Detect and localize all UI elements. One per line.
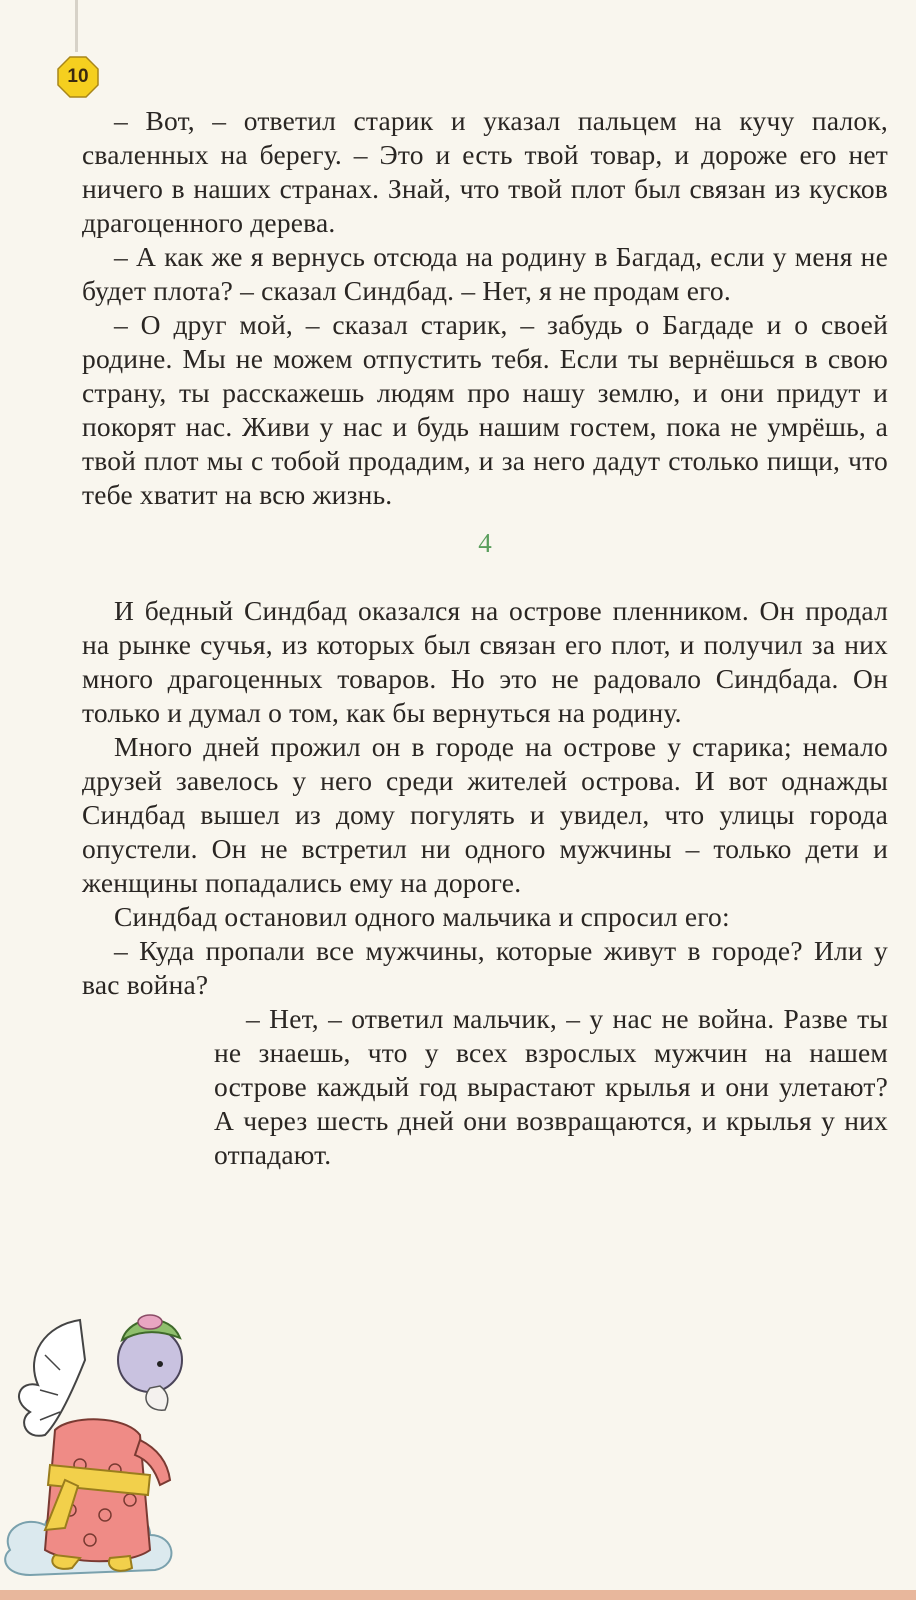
paragraph: Синдбад остановил одного мальчика и спросил его:	[114, 901, 730, 932]
page-bottom-edge	[0, 1590, 916, 1600]
page-margin-line	[75, 0, 78, 52]
paragraph: Много дней прожил он в городе на острове у старика; немало друзей завелось у него среди жителей острова. И вот однажды Синдбад вышел из дому погулять и увидел, что улицы города опустели. Он не встретил ни одного мужчины – только дети и женщины попадались ему на дороге.	[82, 731, 888, 898]
winged-man-illustration-icon	[0, 1300, 210, 1590]
paragraph: – Вот, – ответил старик и указал пальцем на кучу палок, сваленных на берегу. – Это и есть твой товар, и дороже его нет ничего в наших странах. Знай, что твой плот был связан из кусков драгоценного дерева.	[82, 105, 888, 238]
paragraph: – Куда пропали все мужчины, которые живут в городе? Или у вас война?	[82, 935, 888, 1000]
paragraph: – О друг мой, – сказал старик, – забудь о Багдаде и о своей родине. Мы не можем отпустить тебя. Если ты вернёшься в свою страну, ты расскажешь людям про нашу землю, и они придут и покорят нас. Живи у нас и будь нашим гостем, пока не умрёшь, а твой плот мы с тобой продадим, и за него дадут столько пищи, что тебе хватит на всю жизнь.	[82, 309, 888, 510]
story-text	[82, 104, 888, 1272]
paragraph: – А как же я вернусь отсюда на родину в Багдад, если у меня не будет плота? – сказал Синдбад. – Нет, я не продам его.	[82, 241, 888, 306]
paragraph: – Нет, – ответил мальчик, – у нас не война. Разве ты не знаешь, что у всех взрослых мужчин на нашем острове каждый год вырастают крылья и они улетают? А через шесть дней они возвращаются, и крылья у них отпадают.	[214, 1003, 888, 1170]
chapter-number: 4	[478, 528, 492, 558]
illustration-space	[82, 1002, 214, 1272]
page-number: 10	[67, 66, 89, 87]
paragraph: И бедный Синдбад оказался на острове пленником. Он продал на рынке сучья, из которых был связан его плот, и получил за них много драгоценных товаров. Но это не радовало Синдбада. Он только и думал о том, как бы вернуться на родину.	[82, 595, 888, 728]
